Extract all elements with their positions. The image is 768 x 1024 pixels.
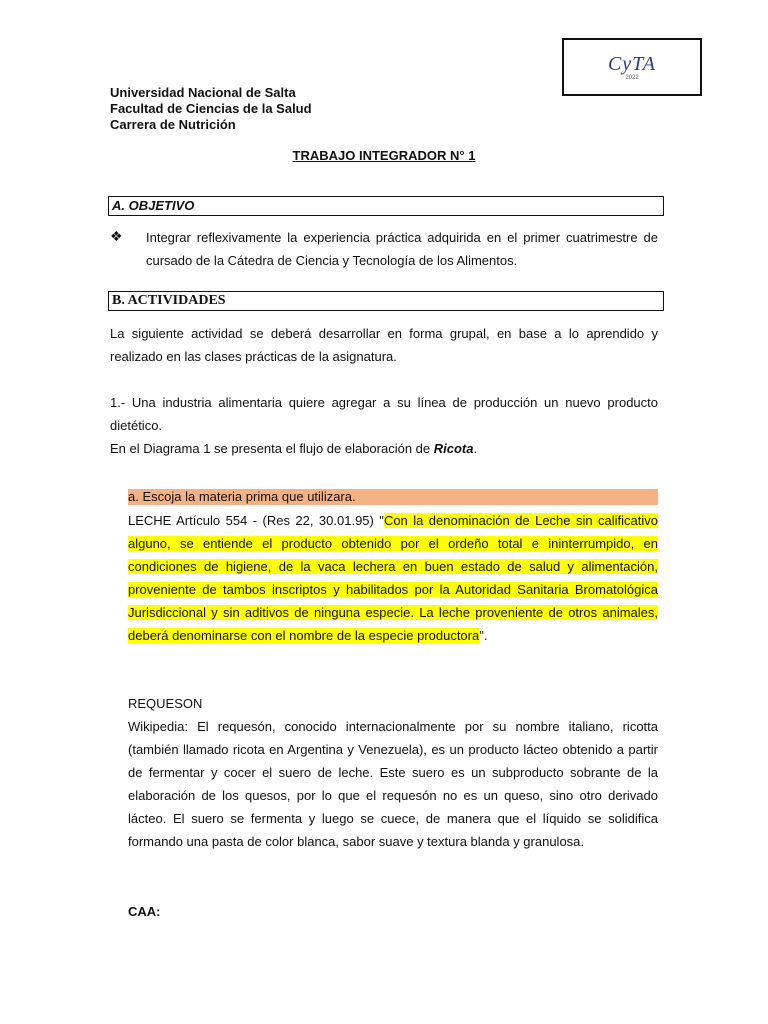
activities-intro: La siguiente actividad se deberá desarrollar en forma grupal, en base a lo aprendido y realizado en las clases prácticas de la asignatura. bbox=[110, 326, 658, 364]
diagram-product: Ricota bbox=[433, 441, 474, 456]
leche-close: ". bbox=[479, 628, 488, 643]
requeson-heading: REQUESON bbox=[128, 696, 203, 711]
task-a-text: a. Escoja la materia prima que utilizara. bbox=[128, 489, 356, 504]
section-b-heading: B. ACTIVIDADES bbox=[108, 291, 664, 311]
item-1-content: 1.- Una industria alimentaria quiere agregar a su línea de producción un nuevo producto dietético. bbox=[110, 395, 658, 433]
page-title: TRABAJO INTEGRADOR N° 1 bbox=[292, 148, 476, 163]
item-1-text bbox=[110, 391, 658, 437]
career-name: Carrera de Nutrición bbox=[110, 117, 236, 132]
cyta-logo bbox=[562, 38, 702, 96]
section-a-heading: A. OBJETIVO bbox=[108, 196, 664, 216]
faculty-name: Facultad de Ciencias de la Salud bbox=[110, 101, 312, 116]
diagram-sentence bbox=[110, 437, 658, 460]
diamond-bullet-icon: ❖ bbox=[110, 228, 123, 244]
logo-year: 2022 bbox=[625, 74, 639, 81]
requeson-text: Wikipedia: El requesón, conocido internacionalmente por su nombre italiano, ricotta (también llamado ricota en Argentina y Venezuela), es un producto lácteo obtenido a partir de fermentar y cocer el suero de leche. Este suero es un subproducto sobrante de la elaboración de los quesos, por lo que el requesón no es un queso, sino otro derivado lácteo. El suero se fermenta y luego se cuece, de manera que el líquido se solidifica formando una pasta de color blanca, sabor suave y textura blanda y granulosa. bbox=[128, 719, 658, 849]
diagram-suffix: . bbox=[473, 441, 478, 456]
diagram-prefix: En el Diagrama 1 se presenta el flujo de elaboración de bbox=[110, 441, 434, 456]
objective-text: Integrar reflexivamente la experiencia práctica adquirida en el primer cuatrimestre de cursado de la Cátedra de Ciencia y Tecnología de los Alimentos. bbox=[146, 230, 658, 268]
leche-quote-highlight: Con la denominación de Leche sin calificativo alguno, se entiende el producto obtenido por el ordeño total e ininterrumpido, en condiciones de higiene, de la vaca lechera en buen estado de salud y alimentación, proveniente de tambos inscriptos y habilitados por la Autoridad Sanitaria Bromatológica Jurisdiccional y sin aditivos de ninguna especie. La leche proveniente de otros animales, deberá denominarse con el nombre de la especie productora bbox=[128, 513, 659, 643]
caa-label: CAA: bbox=[128, 904, 161, 919]
logo-text: CyTA bbox=[607, 52, 657, 75]
leche-paragraph bbox=[128, 509, 658, 647]
university-name: Universidad Nacional de Salta bbox=[110, 85, 296, 100]
leche-reference: LECHE Artículo 554 - (Res 22, 30.01.95) " bbox=[128, 513, 384, 528]
